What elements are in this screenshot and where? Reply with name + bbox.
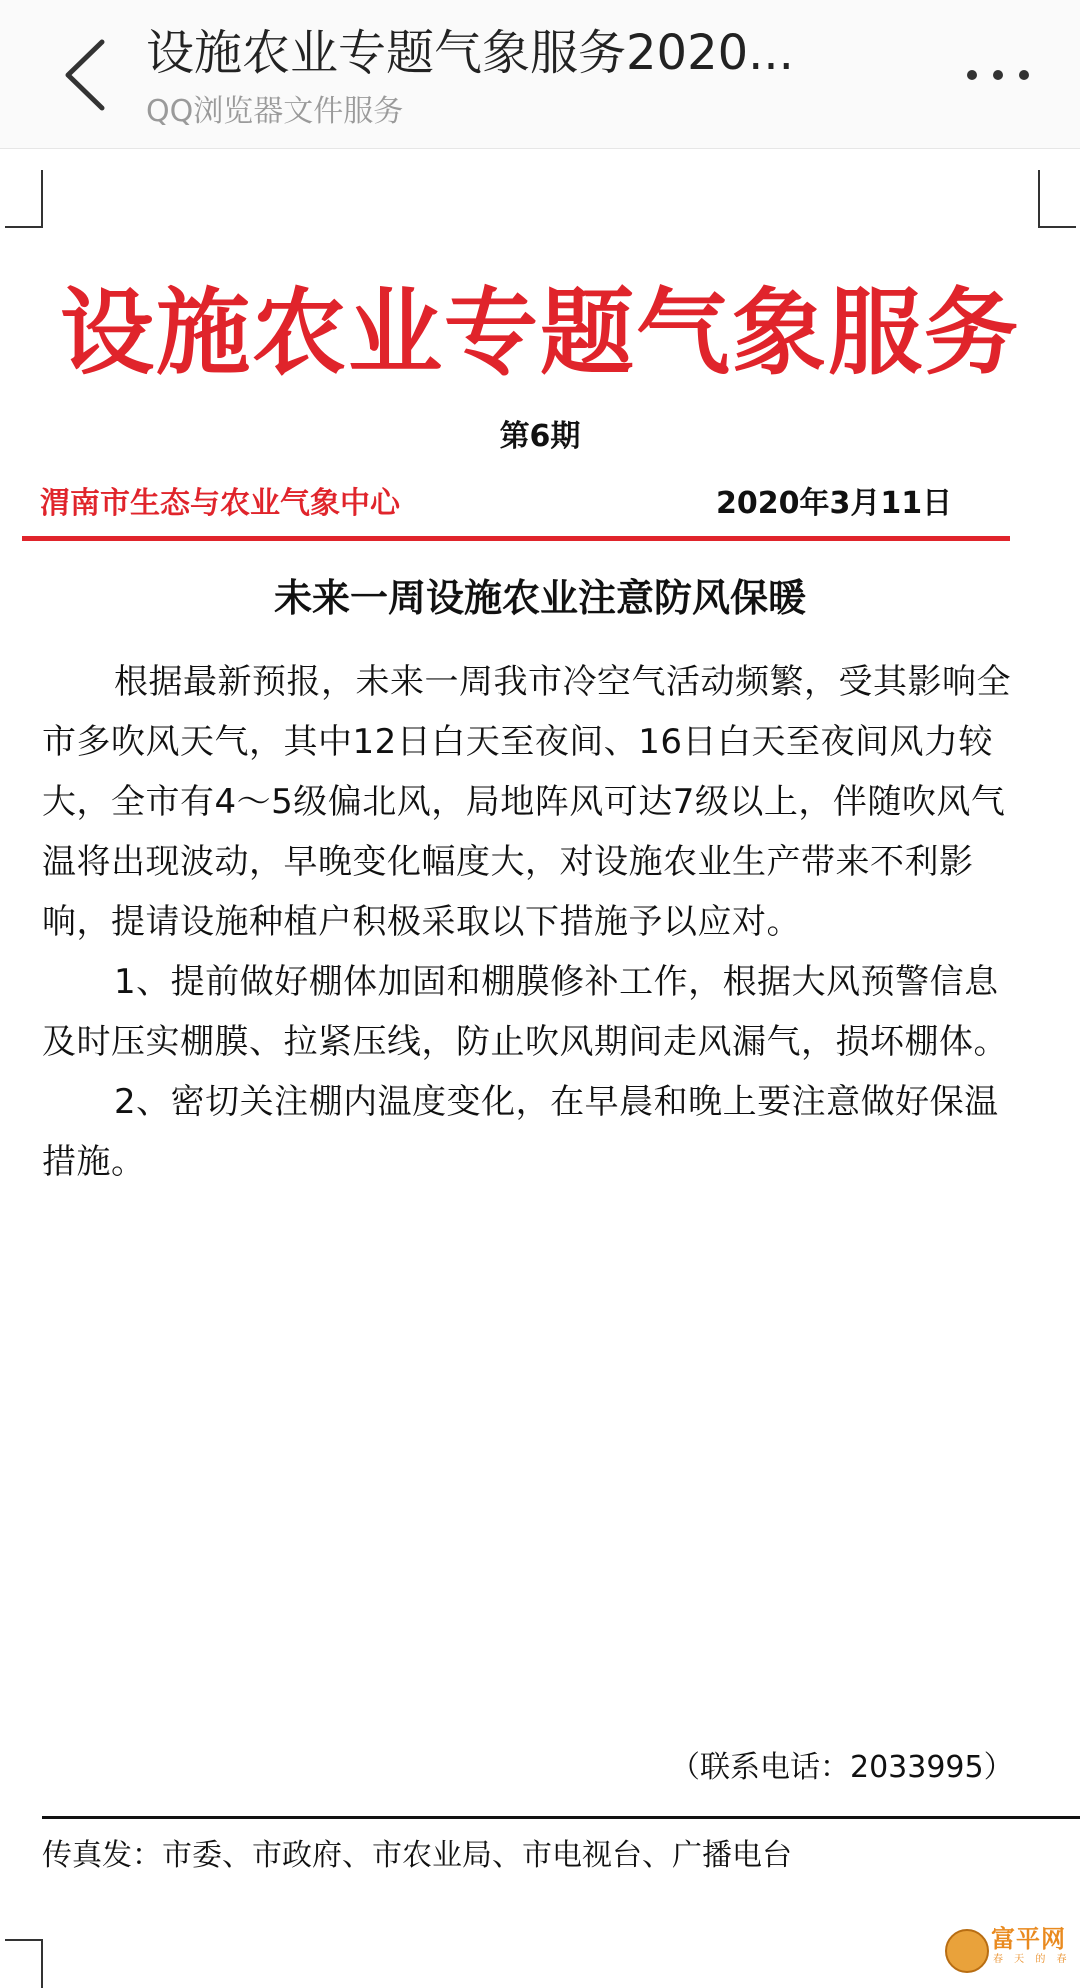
article-title: 未来一周设施农业注意防风保暖 xyxy=(273,576,806,620)
footer-divider xyxy=(42,1816,1080,1819)
document-page[interactable] xyxy=(0,149,1080,1986)
issue-number: 第6期 xyxy=(499,419,581,454)
issue-date: 2020年3月11日 xyxy=(716,486,953,521)
paragraph-measure-2: 2、密切关注棚内温度变化，在早晨和晚上要注意做好保温措施。 xyxy=(42,1082,999,1182)
crop-mark-top-left xyxy=(5,170,43,228)
document-title: 设施农业专题气象服务2020... xyxy=(146,25,794,81)
crop-mark-bottom-left xyxy=(5,1939,43,1988)
paragraph-measure-1: 1、提前做好棚体加固和棚膜修补工作，根据大风预警信息及时压实棚膜、拉紧压线，防止吹风期间走风漏气，损坏棚体。 xyxy=(42,962,1008,1062)
paragraph-forecast: 根据最新预报，未来一周我市冷空气活动频繁，受其影响全市多吹风天气，其中12日白天至夜间、16日白天至夜间风力较大，全市有4～5级偏北风，局地阵风可达7级以上，伴随吹风气温将出现波动，早晚变化幅度大，对设施农业生产带来不利影响，提请设施种植户积极采取以下措施予以应对。 xyxy=(42,662,1011,942)
watermark-text: 富平网 xyxy=(991,1925,1066,1953)
distribution-list: 传真发：市委、市政府、市农业局、市电视台、广播电台 xyxy=(42,1838,792,1873)
bulletin-heading: 设施农业专题气象服务 xyxy=(59,279,1020,388)
crop-mark-top-right xyxy=(1038,170,1076,228)
more-button[interactable] xyxy=(958,50,1038,100)
more-horizontal-icon xyxy=(958,50,1038,100)
issuing-organization: 渭南市生态与农业气象中心 xyxy=(40,486,400,521)
red-divider xyxy=(22,536,1010,541)
watermark-badge-icon xyxy=(945,1929,989,1973)
watermark-subtext: 春 天 的 春 xyxy=(993,1954,1071,1965)
watermark-logo xyxy=(945,1925,1075,1973)
app-source-label: QQ浏览器文件服务 xyxy=(146,94,404,129)
app-bar xyxy=(0,0,1080,149)
contact-phone: （联系电话：2033995） xyxy=(670,1750,1014,1785)
back-button[interactable] xyxy=(52,30,122,120)
chevron-left-icon xyxy=(52,30,122,120)
